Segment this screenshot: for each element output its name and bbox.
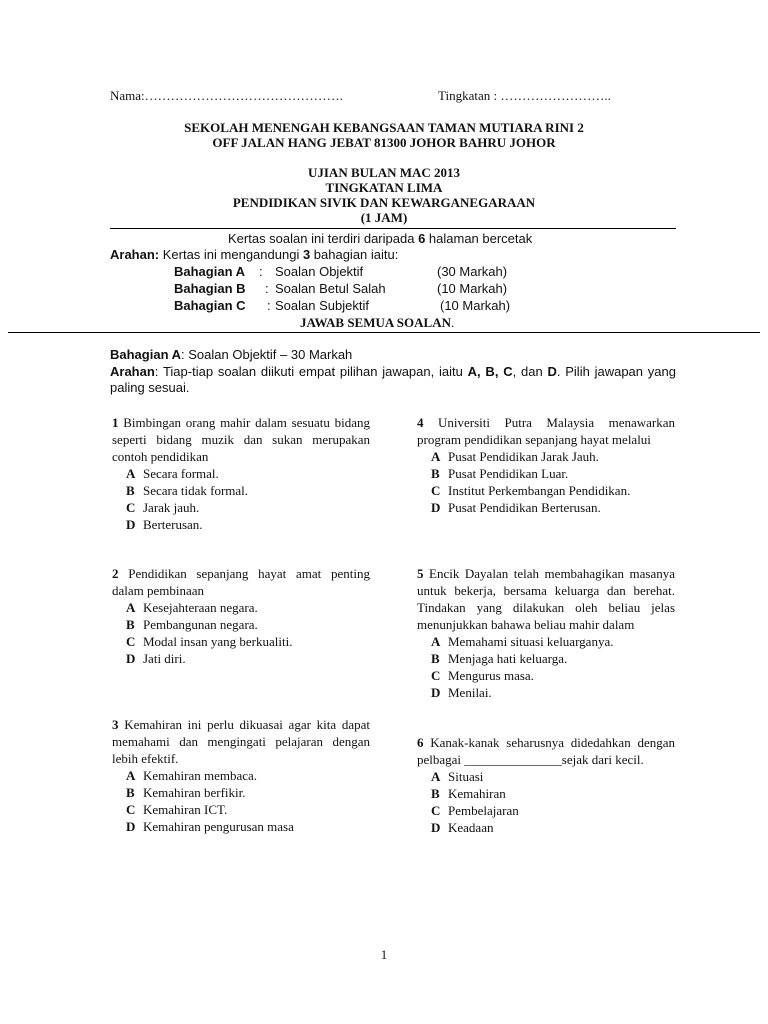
option[interactable] (112, 784, 370, 801)
question-2 (112, 565, 370, 667)
option[interactable] (112, 599, 370, 616)
question-number: 4 (417, 415, 424, 430)
option[interactable] (112, 650, 370, 667)
question-stem (417, 414, 675, 448)
option-text: Modal insan yang berkualiti. (143, 634, 293, 649)
question-text: Encik Dayalan telah membahagikan masanya untuk bekerja, bersama keluarga dan berehat. Tindakan yang dilakukan oleh beliau jelas menunjukkan bahawa beliau mahir dalam (417, 566, 675, 632)
answer-all-dot: . (450, 315, 455, 330)
question-4 (417, 414, 675, 516)
option-letter: B (126, 483, 135, 498)
section-a-arahan-text-3: . Pilih jawapan yang paling sesuai. (110, 364, 676, 395)
arahan-post: bahagian iaitu: (310, 247, 399, 262)
section-a-letters: A, B, C (467, 364, 513, 379)
section-a-arahan-text-2: , dan (512, 364, 548, 379)
question-3 (112, 716, 370, 835)
option-letter: B (126, 785, 135, 800)
option[interactable] (417, 667, 675, 684)
option[interactable] (112, 499, 370, 516)
option-letter: D (431, 685, 441, 700)
option-text: Kemahiran ICT. (143, 802, 228, 817)
section-a-title: : Soalan Objektif – 30 Markah (181, 347, 353, 362)
option-letter: B (431, 786, 440, 801)
option-letter: D (126, 819, 136, 834)
option-text: Institut Perkembangan Pendidikan. (448, 483, 631, 498)
section-a-arahan-text-1: : Tiap-tiap soalan diikuti empat pilihan jawapan, iaitu (154, 364, 468, 379)
option-letter: A (431, 634, 441, 649)
question-text: Universiti Putra Malaysia menawarkan program pendidikan sepanjang hayat melalui (417, 415, 675, 447)
option[interactable] (112, 633, 370, 650)
option[interactable] (112, 801, 370, 818)
option-letter: B (126, 617, 135, 632)
option[interactable] (417, 465, 675, 482)
option-text: Keadaan (448, 820, 494, 835)
option-text: Berterusan. (143, 517, 203, 532)
option-text: Jarak jauh. (143, 500, 200, 515)
form-field-label: Tingkatan : …………………….. (438, 88, 611, 103)
section-a-label: Bahagian A (110, 347, 182, 362)
section-type: Soalan Subjektif (275, 298, 369, 313)
option-text: Secara formal. (143, 466, 219, 481)
question-number: 1 (112, 415, 119, 430)
form-title: TINGKATAN LIMA (325, 180, 443, 195)
page-count-number: 6 (418, 231, 426, 246)
question-number: 5 (417, 566, 424, 581)
option-letter: C (126, 500, 136, 515)
option-text: Kemahiran pengurusan masa (143, 819, 294, 834)
section-name: Bahagian A (174, 264, 246, 279)
option-letter: A (431, 449, 441, 464)
question-stem (112, 565, 370, 599)
question-text: Kemahiran ini perlu dikuasai agar kita dapat memahami dan mengingati pelajaran dengan lebih efektif. (112, 717, 370, 766)
question-stem (112, 716, 370, 767)
option[interactable] (112, 767, 370, 784)
option-letter: D (431, 820, 441, 835)
option-text: Mengurus masa. (448, 668, 534, 683)
arahan-label: Arahan: (110, 247, 160, 262)
option-letter: C (431, 668, 441, 683)
option-text: Secara tidak formal. (143, 483, 249, 498)
section-type: Soalan Objektif (275, 264, 364, 279)
option-text: Pusat Pendidikan Berterusan. (448, 500, 601, 515)
option-letter: D (126, 517, 136, 532)
exam-title: UJIAN BULAN MAC 2013 (307, 165, 461, 180)
section-a-arahan-label: Arahan (110, 364, 155, 379)
option[interactable] (112, 616, 370, 633)
section-name: Bahagian B (174, 281, 246, 296)
section-name: Bahagian C (174, 298, 246, 313)
name-field-label: Nama:………………………………………. (110, 88, 343, 103)
question-1 (112, 414, 370, 533)
question-6 (417, 734, 675, 836)
section-type: Soalan Betul Salah (275, 281, 386, 296)
answer-all-text: JAWAB SEMUA SOALAN (300, 315, 451, 330)
question-number: 3 (112, 717, 119, 732)
section-divider (8, 332, 760, 333)
option[interactable] (112, 482, 370, 499)
question-text: Bimbingan orang mahir dalam sesuatu bidang seperti bidang muzik dan sukan merupakan contoh pendidikan (112, 415, 370, 464)
option-letter: B (431, 466, 440, 481)
option-text: Pusat Pendidikan Luar. (448, 466, 569, 481)
arahan-line (110, 247, 398, 262)
question-stem (417, 565, 675, 633)
option-text: Kemahiran berfikir. (143, 785, 246, 800)
option-letter: C (431, 803, 441, 818)
option-letter: D (126, 651, 136, 666)
question-stem (417, 734, 675, 768)
option-letter: A (126, 600, 136, 615)
option[interactable] (112, 465, 370, 482)
question-5 (417, 565, 675, 701)
question-number: 6 (417, 735, 424, 750)
option-letter: A (431, 769, 441, 784)
option-text: Pembangunan negara. (143, 617, 258, 632)
page-count-line (228, 231, 532, 246)
school-name: SEKOLAH MENENGAH KEBANGSAAN TAMAN MUTIARA RINI 2 (184, 120, 584, 135)
option[interactable] (417, 802, 675, 819)
option[interactable] (417, 768, 675, 785)
option-letter: C (126, 634, 136, 649)
option[interactable] (417, 650, 675, 667)
option-letter: D (431, 500, 441, 515)
page-count-post: halaman bercetak (425, 231, 533, 246)
page-number: 1 (380, 947, 388, 962)
option-letter: A (126, 466, 136, 481)
option-text: Menilai. (448, 685, 492, 700)
exam-duration: (1 JAM) (360, 210, 408, 225)
option[interactable] (112, 818, 370, 835)
subject-title: PENDIDIKAN SIVIK DAN KEWARGANEGARAAN (232, 195, 536, 210)
arahan-number: 3 (302, 247, 311, 262)
option-text: Situasi (448, 769, 484, 784)
option[interactable] (417, 785, 675, 802)
question-text: Kanak-kanak seharusnya didedahkan dengan pelbagai _______________sejak dari kecil. (417, 735, 675, 767)
option-text: Kemahiran membaca. (143, 768, 258, 783)
question-stem (112, 414, 370, 465)
option[interactable] (417, 819, 675, 836)
answer-all-instruction (300, 315, 454, 331)
section-marks: (10 Markah) (440, 298, 511, 313)
header-divider (110, 228, 676, 229)
option[interactable] (417, 633, 675, 650)
option[interactable] (417, 684, 675, 701)
option[interactable] (417, 482, 675, 499)
section-sep: : (265, 281, 269, 296)
option[interactable] (417, 499, 675, 516)
page-count-pre: Kertas soalan ini terdiri daripada (228, 231, 419, 246)
option-letter: B (431, 651, 440, 666)
option-text: Kesejahteraan negara. (143, 600, 258, 615)
section-a-instruction (110, 364, 676, 396)
option-text: Memahami situasi keluarganya. (448, 634, 614, 649)
section-sep: : (267, 298, 271, 313)
section-a-letter-d: D (547, 364, 557, 379)
school-address: OFF JALAN HANG JEBAT 81300 JOHOR BAHRU JOHOR (212, 135, 556, 150)
option-text: Pembelajaran (448, 803, 519, 818)
option-letter: C (126, 802, 136, 817)
section-marks: (10 Markah) (437, 281, 508, 296)
option-letter: C (431, 483, 441, 498)
option[interactable] (112, 516, 370, 533)
option-text: Menjaga hati keluarga. (448, 651, 568, 666)
section-marks: (30 Markah) (437, 264, 508, 279)
section-a-heading (110, 347, 352, 362)
option[interactable] (417, 448, 675, 465)
option-letter: A (126, 768, 136, 783)
option-text: Pusat Pendidikan Jarak Jauh. (448, 449, 599, 464)
option-text: Jati diri. (143, 651, 186, 666)
option-text: Kemahiran (448, 786, 506, 801)
question-number: 2 (112, 566, 119, 581)
question-text: Pendidikan sepanjang hayat amat penting dalam pembinaan (112, 566, 370, 598)
section-sep: : (259, 264, 263, 279)
arahan-pre: Kertas ini mengandungi (159, 247, 303, 262)
